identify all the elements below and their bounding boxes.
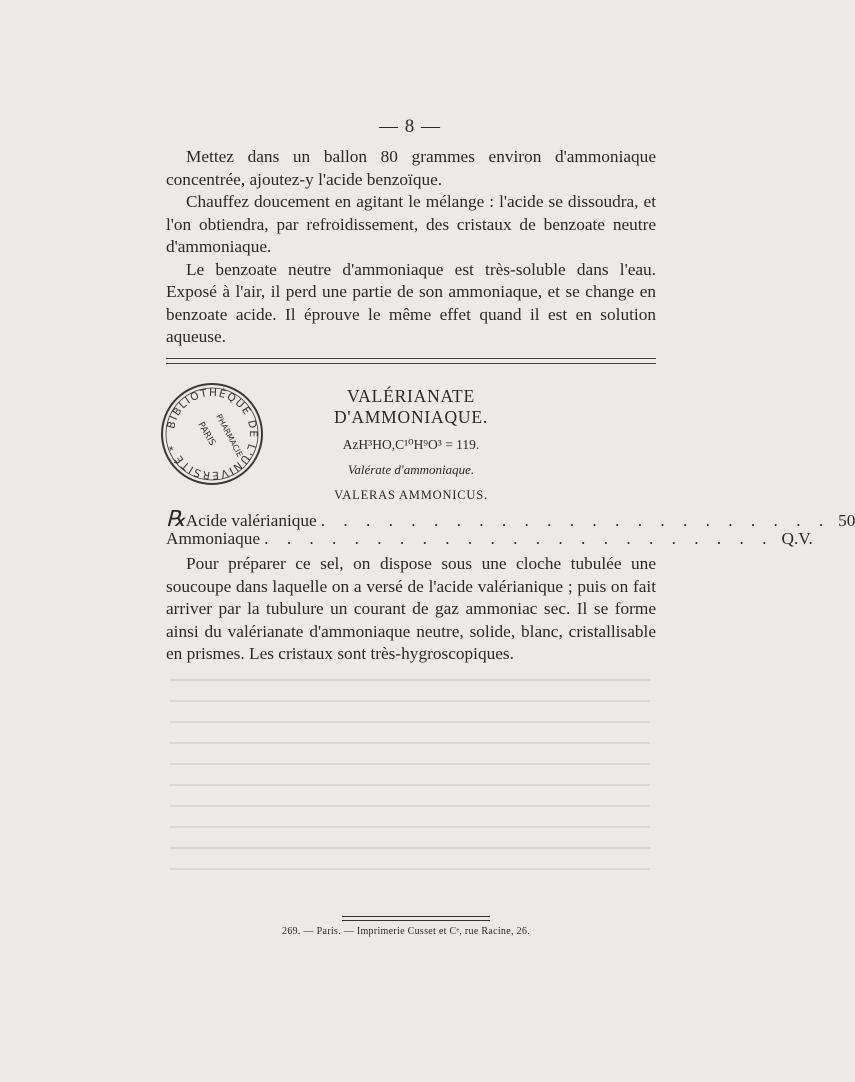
recipe-row — [166, 529, 813, 552]
ingredient-name: Acide valérianique — [185, 511, 317, 530]
method-paragraph: Pour préparer ce sel, on dispose sous une cloche tubulée une soucoupe dans laquelle on a versé de l'acide valérianique ; puis on fait arriver par la tubulure un courant de gaz ammoniac sec. Il se forme ainsi du valérianate d'ammoniaque neutre, solide, blanc, cristallisable en prismes. Les cristaux sont très-hygroscopiques. — [166, 554, 656, 663]
method-text — [166, 553, 656, 666]
section-heading — [276, 386, 546, 503]
latin-name: VALERAS AMMONICUS. — [334, 488, 488, 502]
recipe-row — [166, 506, 855, 531]
recipe-list — [166, 506, 855, 552]
dot-leader: . . . . . . . . . . . . . . . . . . . . . . . — [264, 529, 774, 548]
ingredient-quantity: 50 — [838, 511, 855, 530]
ingredient-quantity: Q.V. — [781, 529, 813, 548]
section-divider — [166, 358, 656, 364]
svg-text:BIBLIOTHÈQUE DE L'UNIVERSITÉ *: BIBLIOTHÈQUE DE L'UNIVERSITÉ * — [165, 386, 260, 482]
paragraph-2: Chauffez doucement en agitant le mélange : l'acide se dissoudra, et l'on obtiendra, par refroidissement, des cristaux de benzoate neutre d'ammoniaque. — [166, 192, 656, 256]
page-number: — 8 — — [379, 116, 441, 137]
recipe-symbol: ℞ — [166, 506, 186, 531]
paragraph-3: Le benzoate neutre d'ammoniaque est très-soluble dans l'eau. Exposé à l'air, il perd une partie de son ammoniaque, et se change en benzoate acide. Il éprouve le même effet quand il est en solution aqueuse. — [166, 259, 656, 346]
ingredient-name: Ammoniaque — [166, 529, 261, 548]
intro-text — [166, 146, 656, 349]
dot-leader: . . . . . . . . . . . . . . . . . . . . . . . — [320, 511, 831, 530]
svg-text:PARIS: PARIS — [195, 420, 217, 448]
paragraph-1: Mettez dans un ballon 80 grammes environ d'ammoniaque concentrée, ajoutez-y l'acide benzoïque. — [166, 147, 656, 189]
printer-imprint: 269. — Paris. — Imprimerie Cusset et Cᵉ, rue Racine, 26. — [282, 926, 530, 937]
section-title: VALÉRIANATE D'AMMONIAQUE. — [333, 386, 489, 427]
library-stamp — [158, 380, 266, 488]
chemical-formula: AzH³HO,C¹⁰H⁹O³ = 119. — [342, 437, 480, 452]
show-through-texture — [170, 660, 650, 920]
footer-divider — [342, 916, 490, 921]
svg-text:PHARMACIE: PHARMACIE — [214, 412, 245, 459]
french-name: Valérate d'ammoniaque. — [347, 462, 475, 477]
